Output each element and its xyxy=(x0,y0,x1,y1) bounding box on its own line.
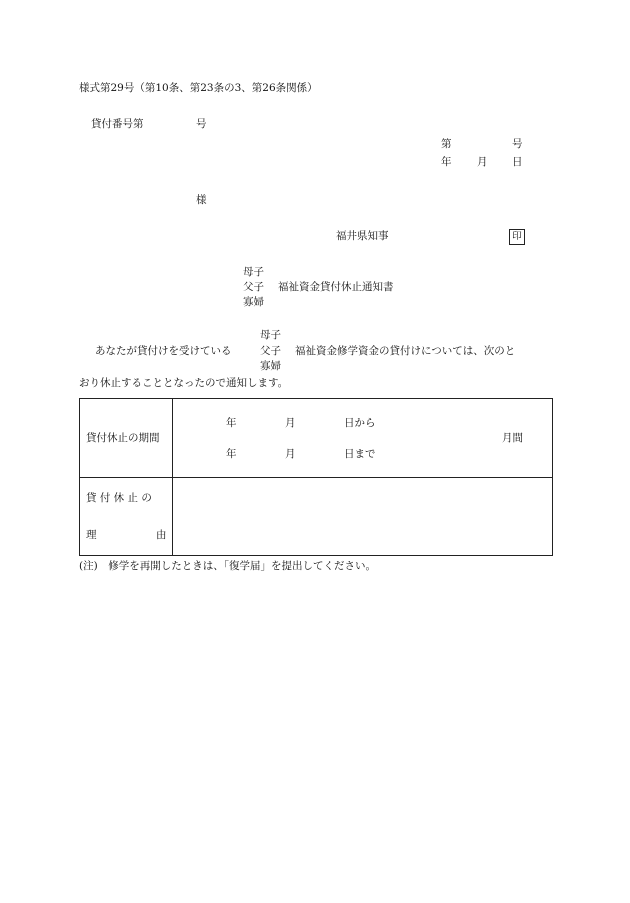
note: (注) 修学を再開したときは、「復学届」を提出してください。 xyxy=(79,560,376,572)
reason-label-line-1: 貸 付 休 止 の xyxy=(86,491,152,504)
date-day: 日 xyxy=(512,156,523,168)
reason-value-cell xyxy=(173,477,553,556)
to-day: 日まで xyxy=(344,448,376,460)
reason-label-line-2b: 由 xyxy=(156,528,167,541)
period-label-cell xyxy=(80,399,173,478)
date-month: 月 xyxy=(477,156,488,168)
document-number-prefix: 第 xyxy=(441,138,452,150)
months-label: 月間 xyxy=(502,432,523,444)
document-number-suffix: 号 xyxy=(512,138,523,150)
period-row xyxy=(80,399,553,478)
reason-row xyxy=(80,477,553,556)
issuer-name: 福井県知事 xyxy=(336,230,389,242)
from-day: 日から xyxy=(344,417,376,429)
body-line-b-mid: 父子 xyxy=(260,345,281,357)
from-month: 月 xyxy=(285,417,296,429)
reason-label-line-2a: 理 xyxy=(86,528,97,541)
body-line-d: おり休止することとなったので通知します。 xyxy=(79,377,289,389)
body-line-b-start: あなたが貸付けを受けている xyxy=(95,345,232,357)
from-year: 年 xyxy=(226,417,237,429)
period-label: 貸付休止の期間 xyxy=(86,432,160,444)
suspension-table xyxy=(79,398,553,556)
date-year: 年 xyxy=(441,156,452,168)
form-header: 様式第29号（第10条、第23条の3、第26条関係） xyxy=(79,82,318,94)
to-year: 年 xyxy=(226,448,237,460)
period-value-cell xyxy=(173,399,553,478)
body-line-b-end: 福祉資金修学資金の貸付けについては、次のと xyxy=(295,345,516,357)
seal-stamp: 印 xyxy=(509,229,525,245)
addressee-honorific: 様 xyxy=(196,194,207,206)
title-line-3: 寡婦 xyxy=(243,296,264,308)
to-month: 月 xyxy=(285,448,296,460)
document-title: 福祉資金貸付休止通知書 xyxy=(278,281,394,293)
reason-label-cell xyxy=(80,477,173,556)
loan-number-suffix: 号 xyxy=(196,118,207,130)
title-line-1: 母子 xyxy=(243,266,264,278)
body-line-c: 寡婦 xyxy=(260,360,281,372)
loan-number-label: 貸付番号第 xyxy=(91,118,144,130)
body-line-a: 母子 xyxy=(260,329,281,341)
title-line-2-prefix: 父子 xyxy=(243,281,264,293)
